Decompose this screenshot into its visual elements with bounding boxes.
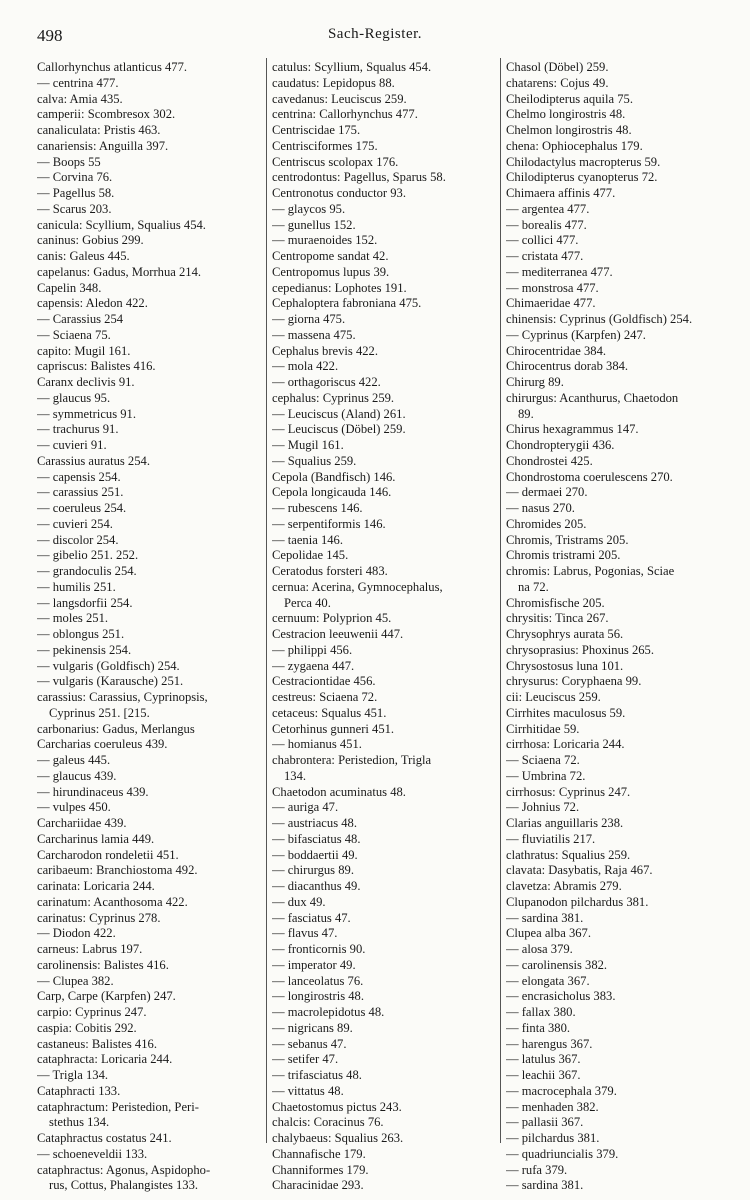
index-entry: — rubescens 146.: [272, 501, 363, 515]
index-entry: Centriscus scolopax 176.: [272, 154, 399, 169]
index-entry: Cataphractus costatus 241.: [37, 1131, 172, 1145]
index-entry: — serpentiformis 146.: [272, 516, 386, 531]
index-entry: chromis: Labrus, Pogonias, Sciae: [506, 564, 675, 578]
index-entry: — Umbrina 72.: [506, 768, 586, 783]
index-entry: — Leuciscus (Döbel) 259.: [272, 422, 406, 437]
index-entry: Carassius auratus 254.: [37, 453, 150, 468]
index-entry: Channiformes 179.: [272, 1162, 369, 1177]
index-entry: — sardina 381.: [506, 1178, 584, 1193]
index-entry: Centrisciformes 175.: [272, 138, 378, 153]
index-entry: carassius: Carassius, Cyprinopsis,: [37, 690, 208, 704]
index-entry: carbonarius: Gadus, Merlangus: [37, 721, 195, 736]
index-entry: — trachurus 91.: [37, 422, 119, 437]
index-entry: Carchariidae 439.: [37, 816, 127, 830]
index-entry: — vulgaris (Karausche) 251.: [37, 674, 184, 689]
index-entry: Cyprinus 251. [215.: [49, 705, 150, 720]
index-entry: Clarias anguillaris 238.: [506, 816, 624, 830]
index-entry: Capelin 348.: [37, 280, 102, 295]
index-entry: cataphractus: Agonus, Aspidopho-: [37, 1162, 211, 1177]
index-entry: — grandoculis 254.: [37, 564, 137, 578]
index-entry: carinatus: Cyprinus 278.: [37, 910, 161, 925]
index-entry: — nasus 270.: [506, 501, 575, 515]
index-entry: — monstrosa 477.: [506, 280, 599, 295]
index-entry: — chirurgus 89.: [272, 863, 354, 878]
index-entry: cirrhosa: Loricaria 244.: [506, 737, 625, 752]
index-entry: — carassius 251.: [37, 485, 124, 500]
index-entry: — fronticornis 90.: [272, 942, 366, 956]
index-entry: — Diodon 422.: [37, 926, 116, 941]
index-entry: — harengus 367.: [506, 1036, 593, 1051]
index-entry: — carolinensis 382.: [506, 957, 608, 972]
index-entry: — hirundinaceus 439.: [37, 784, 149, 799]
index-entry: — symmetricus 91.: [37, 406, 136, 421]
index-entry: Cepolidae 145.: [272, 548, 349, 563]
index-entry: centrodontus: Pagellus, Sparus 58.: [272, 170, 446, 185]
index-entry: caspia: Cobitis 292.: [37, 1020, 137, 1035]
index-entry: stethus 134.: [49, 1115, 110, 1130]
index-entry: cestreus: Sciaena 72.: [272, 690, 378, 704]
index-entry: Chasol (Döbel) 259.: [506, 60, 609, 74]
index-entry: — sardina 381.: [506, 910, 584, 925]
index-entry: Centriscidae 175.: [272, 123, 361, 137]
index-entry: Chrysostosus luna 101.: [506, 658, 624, 673]
index-entry: rus, Cottus, Phalangistes 133.: [49, 1178, 199, 1193]
index-entry: — Carassius 254: [37, 312, 124, 326]
index-entry: — setifer 47.: [272, 1052, 339, 1067]
index-entry: — gibelio 251. 252.: [37, 548, 139, 563]
index-entry: canaliculata: Pristis 463.: [37, 123, 161, 137]
index-entry: — schoeneveldii 133.: [37, 1146, 148, 1161]
index-entry: Carp, Carpe (Karpfen) 247.: [37, 989, 176, 1004]
index-entry: chatarens: Cojus 49.: [506, 75, 609, 90]
index-entry: Ceratodus forsteri 483.: [272, 564, 388, 578]
index-entry: — discolor 254.: [37, 532, 119, 547]
index-entry: — vulgaris (Goldfisch) 254.: [37, 658, 180, 673]
index-entry: Chirurg 89.: [506, 375, 564, 389]
index-entry: na 72.: [518, 579, 549, 594]
index-entry: — mola 422.: [272, 359, 339, 374]
index-entry: Chromisfische 205.: [506, 595, 605, 610]
index-entry: Cepola (Bandfisch) 146.: [272, 469, 396, 484]
index-entry: — vittatus 48.: [272, 1083, 344, 1098]
index-entry: cernuum: Polyprion 45.: [272, 611, 392, 626]
index-entry: Chirocentridae 384.: [506, 343, 607, 358]
index-entry: Caranx declivis 91.: [37, 375, 135, 389]
index-entry: Cepola longicauda 146.: [272, 485, 392, 500]
index-entry: — humilis 251.: [37, 579, 116, 594]
index-entry: Chilodactylus macropterus 59.: [506, 154, 661, 169]
index-entry: Chromis tristrami 205.: [506, 548, 621, 563]
index-entry: 89.: [518, 406, 534, 421]
index-entry: — cristata 477.: [506, 249, 584, 263]
index-entry: — Corvina 76.: [37, 170, 113, 185]
index-entry: Carcharias coeruleus 439.: [37, 737, 168, 752]
index-entry: Chirocentrus dorab 384.: [506, 359, 629, 374]
column-divider: [500, 58, 501, 1143]
index-entry: Carcharinus lamia 449.: [37, 831, 155, 846]
index-entry: Chimaeridae 477.: [506, 296, 596, 311]
index-entry: — langsdorfii 254.: [37, 595, 133, 610]
index-entry: Cestracion leeuwenii 447.: [272, 627, 404, 641]
index-entry: — cuvieri 91.: [37, 438, 107, 452]
index-entry: carneus: Labrus 197.: [37, 942, 143, 956]
index-entry: — sebanus 47.: [272, 1036, 347, 1051]
index-entry: Cestraciontidae 456.: [272, 674, 376, 689]
index-entry: — menhaden 382.: [506, 1099, 599, 1114]
index-entry: carinatum: Acanthosoma 422.: [37, 894, 188, 909]
index-entry: clavetza: Abramis 279.: [506, 879, 622, 893]
index-entry: — Trigla 134.: [37, 1068, 109, 1082]
index-entry: cataphracta: Loricaria 244.: [37, 1052, 173, 1067]
index-entry: — trifasciatus 48.: [272, 1068, 362, 1082]
index-entry: caudatus: Lepidopus 88.: [272, 75, 395, 90]
index-entry: — fluviatilis 217.: [506, 831, 596, 846]
index-entry: — diacanthus 49.: [272, 879, 361, 893]
index-entry: Cephalus brevis 422.: [272, 343, 378, 358]
index-entry: Chromis, Tristrams 205.: [506, 532, 629, 547]
index-entry: Carcharodon rondeletii 451.: [37, 847, 179, 862]
index-entry: — argentea 477.: [506, 201, 590, 216]
index-entry: chalybaeus: Squalius 263.: [272, 1131, 404, 1145]
index-entry: camperii: Scombresox 302.: [37, 107, 176, 122]
index-entry: cii: Leuciscus 259.: [506, 690, 601, 704]
index-entry: capensis: Aledon 422.: [37, 296, 148, 311]
index-entry: — coeruleus 254.: [37, 501, 127, 515]
index-entry: Chondrostei 425.: [506, 453, 593, 468]
index-entry: — glaycos 95.: [272, 201, 346, 216]
index-entry: — pekinensis 254.: [37, 642, 132, 657]
index-entry: Chilodipterus cyanopterus 72.: [506, 170, 658, 185]
index-entry: chirurgus: Acanthurus, Chaetodon: [506, 390, 679, 405]
index-entry: — giorna 475.: [272, 312, 346, 326]
index-entry: Cephaloptera fabroniana 475.: [272, 296, 422, 311]
index-entry: — pilchardus 381.: [506, 1131, 600, 1145]
index-entry: — fasciatus 47.: [272, 910, 351, 925]
index-entry: Cirrhites maculosus 59.: [506, 705, 626, 720]
index-entry: — massena 475.: [272, 327, 356, 342]
index-entry: — alosa 379.: [506, 942, 573, 956]
index-entry: — Boops 55: [37, 154, 101, 169]
index-entry: cataphractum: Peristedion, Peri-: [37, 1099, 199, 1114]
index-entry: Cataphracti 133.: [37, 1083, 121, 1098]
index-entry: — leachii 367.: [506, 1068, 581, 1082]
index-entry: Clupea alba 367.: [506, 926, 591, 941]
index-entry: Perca 40.: [284, 595, 331, 610]
index-entry: catulus: Scyllium, Squalus 454.: [272, 60, 432, 74]
index-entry: Centropome sandat 42.: [272, 249, 389, 263]
index-entry: — Leuciscus (Aland) 261.: [272, 406, 406, 421]
index-entry: — imperator 49.: [272, 957, 356, 972]
running-title: Sach-Register.: [327, 26, 423, 42]
index-entry: — fallax 380.: [506, 1005, 576, 1019]
index-entry: capito: Mugil 161.: [37, 343, 131, 358]
index-entry: Cirrhitidae 59.: [506, 721, 580, 736]
index-entry: Cheilodipterus aquila 75.: [506, 91, 633, 106]
index-entry: clathratus: Squalius 259.: [506, 847, 631, 862]
index-entry: chalcis: Coracinus 76.: [272, 1115, 384, 1130]
index-entry: — taenia 146.: [272, 532, 343, 547]
index-entry: Callorhynchus atlanticus 477.: [37, 60, 188, 74]
index-entry: Chirus hexagrammus 147.: [506, 422, 639, 437]
index-entry: — capensis 254.: [37, 469, 121, 484]
index-entry: Characinidae 293.: [272, 1178, 364, 1193]
index-entry: clavata: Dasybatis, Raja 467.: [506, 863, 653, 878]
index-entry: canariensis: Anguilla 397.: [37, 138, 169, 153]
index-entry: — collici 477.: [506, 233, 579, 248]
index-entry: Chondrostoma coerulescens 270.: [506, 469, 673, 484]
index-entry: canicula: Scyllium, Squalius 454.: [37, 217, 206, 232]
index-entry: — longirostris 48.: [272, 989, 365, 1004]
index-entry: — oblongus 251.: [37, 627, 125, 641]
index-entry: — pallasii 367.: [506, 1115, 584, 1130]
index-entry: Chaetodon acuminatus 48.: [272, 784, 406, 799]
index-entry: — homianus 451.: [272, 737, 362, 752]
index-entry: — dermaei 270.: [506, 485, 588, 500]
index-entry: — elongata 367.: [506, 973, 590, 988]
index-entry: Chondropterygii 436.: [506, 438, 615, 452]
index-entry: — Sciaena 75.: [37, 327, 111, 342]
index-entry: centrina: Callorhynchus 477.: [272, 107, 418, 122]
index-entry: cepedianus: Lophotes 191.: [272, 280, 407, 295]
index-entry: castaneus: Balistes 416.: [37, 1036, 157, 1051]
index-entry: — bifasciatus 48.: [272, 831, 361, 846]
index-entry: — Mugil 161.: [272, 438, 344, 452]
index-entry: — vulpes 450.: [37, 800, 111, 815]
index-entry: cavedanus: Leuciscus 259.: [272, 91, 407, 106]
index-entry: cernua: Acerina, Gymnocephalus,: [272, 579, 443, 594]
index-entry: — auriga 47.: [272, 800, 339, 815]
index-entry: — Johnius 72.: [506, 800, 580, 815]
index-entry: Chaetostomus pictus 243.: [272, 1099, 402, 1114]
index-entry: — Pagellus 58.: [37, 186, 115, 200]
index-entry: — muraenoides 152.: [272, 233, 378, 248]
index-entry: capriscus: Balistes 416.: [37, 359, 156, 374]
index-entry: — macrocephala 379.: [506, 1083, 617, 1098]
index-entry: carpio: Cyprinus 247.: [37, 1005, 147, 1019]
index-entry: capelanus: Gadus, Morrhua 214.: [37, 264, 202, 279]
index-entry: caninus: Gobius 299.: [37, 233, 144, 248]
index-entry: — Sciaena 72.: [506, 753, 580, 767]
index-entry: — Squalius 259.: [272, 453, 357, 468]
index-entry: chrysurus: Coryphaena 99.: [506, 674, 642, 689]
index-entry: — lanceolatus 76.: [272, 973, 364, 988]
index-entry: — quadriuncialis 379.: [506, 1146, 619, 1161]
index-column-2: [272, 60, 498, 1193]
index-entry: — cuvieri 254.: [37, 516, 113, 531]
index-entry: Chelmo longirostris 48.: [506, 107, 626, 122]
index-entry: — encrasicholus 383.: [506, 989, 616, 1004]
index-entry: carolinensis: Balistes 416.: [37, 957, 169, 972]
index-entry: Centronotus conductor 93.: [272, 186, 406, 200]
index-entry: — dux 49.: [272, 894, 326, 909]
index-entry: — Scarus 203.: [37, 201, 112, 216]
index-entry: — flavus 47.: [272, 926, 338, 941]
index-column-3: [506, 60, 734, 1193]
index-entry: — boddaertii 49.: [272, 847, 358, 862]
index-entry: chinensis: Cyprinus (Goldfisch) 254.: [506, 312, 693, 326]
index-entry: cirrhosus: Cyprinus 247.: [506, 784, 631, 799]
index-entry: 134.: [284, 768, 307, 783]
index-entry: chena: Ophiocephalus 179.: [506, 138, 643, 153]
index-entry: — borealis 477.: [506, 217, 587, 232]
index-entry: — macrolepidotus 48.: [272, 1005, 385, 1019]
index-entry: — zygaena 447.: [272, 658, 355, 673]
index-entry: — austriacus 48.: [272, 816, 357, 830]
index-entry: — galeus 445.: [37, 753, 111, 767]
index-entry: Centropomus lupus 39.: [272, 264, 390, 279]
index-entry: — nigricans 89.: [272, 1020, 353, 1035]
index-entry: — Clupea 382.: [37, 973, 114, 988]
index-entry: calva: Amia 435.: [37, 91, 123, 106]
index-entry: Cetorhinus gunneri 451.: [272, 721, 395, 736]
index-entry: — glaucus 439.: [37, 768, 117, 783]
index-entry: chrysoprasius: Phoxinus 265.: [506, 642, 654, 657]
index-column-1: [37, 60, 265, 1193]
page-number: 498: [37, 26, 63, 45]
index-entry: Chimaera affinis 477.: [506, 186, 616, 200]
index-entry: Chromides 205.: [506, 516, 587, 531]
index-entry: — moles 251.: [37, 611, 109, 626]
index-entry: Chelmon longirostris 48.: [506, 123, 632, 137]
index-entry: canis: Galeus 445.: [37, 249, 130, 263]
index-entry: — rufa 379.: [506, 1162, 568, 1177]
index-entry: chabrontera: Peristedion, Trigla: [272, 753, 432, 767]
index-entry: — gunellus 152.: [272, 217, 356, 232]
index-entry: — philippi 456.: [272, 642, 353, 657]
index-entry: — mediterranea 477.: [506, 264, 613, 279]
index-entry: cetaceus: Squalus 451.: [272, 705, 387, 720]
index-entry: caribaeum: Branchiostoma 492.: [37, 863, 198, 878]
index-entry: — orthagoriscus 422.: [272, 375, 381, 389]
index-entry: — Cyprinus (Karpfen) 247.: [506, 327, 646, 342]
index-entry: — centrina 477.: [37, 75, 119, 90]
index-entry: — finta 380.: [506, 1020, 571, 1035]
index-entry: Clupanodon pilchardus 381.: [506, 894, 649, 909]
index-entry: — glaucus 95.: [37, 390, 111, 405]
index-entry: Chrysophrys aurata 56.: [506, 627, 624, 641]
index-entry: cephalus: Cyprinus 259.: [272, 390, 395, 405]
index-entry: — latulus 367.: [506, 1052, 581, 1067]
column-divider: [266, 58, 267, 1143]
index-entry: Channafische 179.: [272, 1146, 366, 1161]
index-entry: carinata: Loricaria 244.: [37, 879, 155, 893]
page-header: [0, 26, 750, 48]
index-entry: chrysitis: Tinca 267.: [506, 611, 609, 626]
